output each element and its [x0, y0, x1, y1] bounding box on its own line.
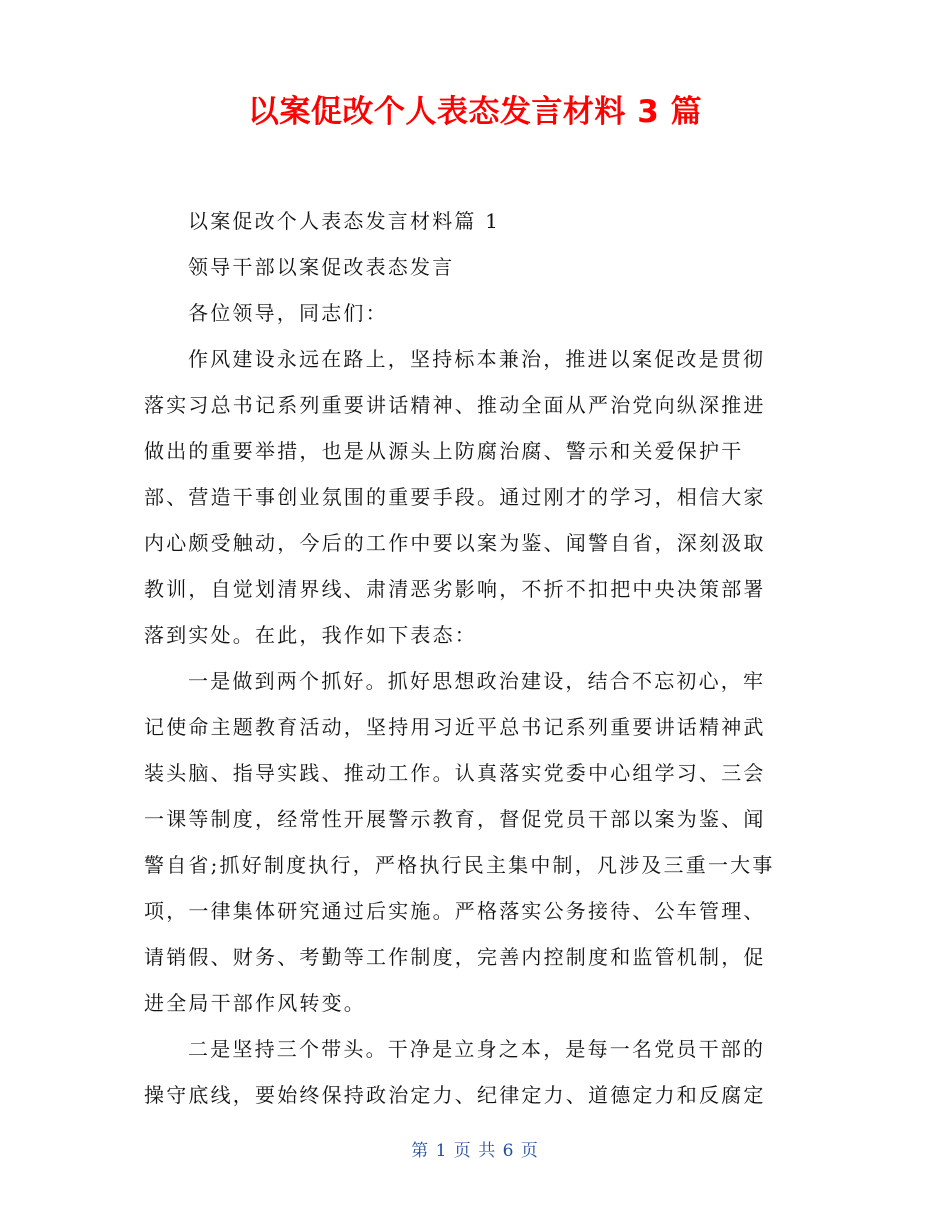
paragraph-line: 操守底线，要始终保持政治定力、纪律定力、道德定力和反腐定	[144, 1083, 766, 1107]
paragraph-line: 做出的重要举措，也是从源头上防腐治腐、警示和关爱保护干	[144, 439, 744, 463]
paragraph-line: 进全局干部作风转变。	[144, 991, 366, 1015]
paragraph-line: 作风建设永远在路上，坚持标本兼治，推进以案促改是贯彻	[188, 347, 766, 371]
paragraph-line: 请销假、财务、考勤等工作制度，完善内控制度和监管机制，促	[144, 945, 766, 969]
paragraph-line: 一课等制度，经常性开展警示教育，督促党员干部以案为鉴、闻	[144, 807, 766, 831]
document-body	[144, 198, 806, 1118]
speech-title: 领导干部以案促改表态发言	[188, 255, 455, 279]
paragraph-line: 落到实处。在此，我作如下表态：	[144, 623, 477, 647]
section-heading: 以案促改个人表态发言材料篇 1	[188, 209, 501, 233]
paragraph-line: 一是做到两个抓好。抓好思想政治建设，结合不忘初心，牢	[188, 669, 766, 693]
paragraph-line: 落实习总书记系列重要讲话精神、推动全面从严治党向纵深推进	[144, 393, 766, 417]
paragraph-line: 装头脑、指导实践、推动工作。认真落实党委中心组学习、三会	[144, 761, 766, 785]
paragraph-line: 项，一律集体研究通过后实施。严格落实公务接待、公车管理、	[144, 899, 766, 923]
paragraph-line: 记使命主题教育活动，坚持用习近平总书记系列重要讲话精神武	[144, 715, 766, 739]
paragraph-line: 二是坚持三个带头。干净是立身之本，是每一名党员干部的	[188, 1037, 766, 1061]
paragraph-line: 部、营造干事创业氛围的重要手段。通过刚才的学习，相信大家	[144, 485, 766, 509]
page-number: 第 1 页 共 6 页	[411, 1141, 539, 1161]
salutation: 各位领导，同志们：	[188, 301, 388, 325]
paragraph-line: 内心颇受触动，今后的工作中要以案为鉴、闻警自省，深刻汲取	[144, 531, 766, 555]
document-title: 以案促改个人表态发言材料 3 篇	[247, 94, 703, 130]
paragraph-line: 警自省;抓好制度执行，严格执行民主集中制，凡涉及三重一大事	[144, 853, 775, 877]
paragraph-line: 教训，自觉划清界线、肃清恶劣影响，不折不扣把中央决策部署	[144, 577, 766, 601]
